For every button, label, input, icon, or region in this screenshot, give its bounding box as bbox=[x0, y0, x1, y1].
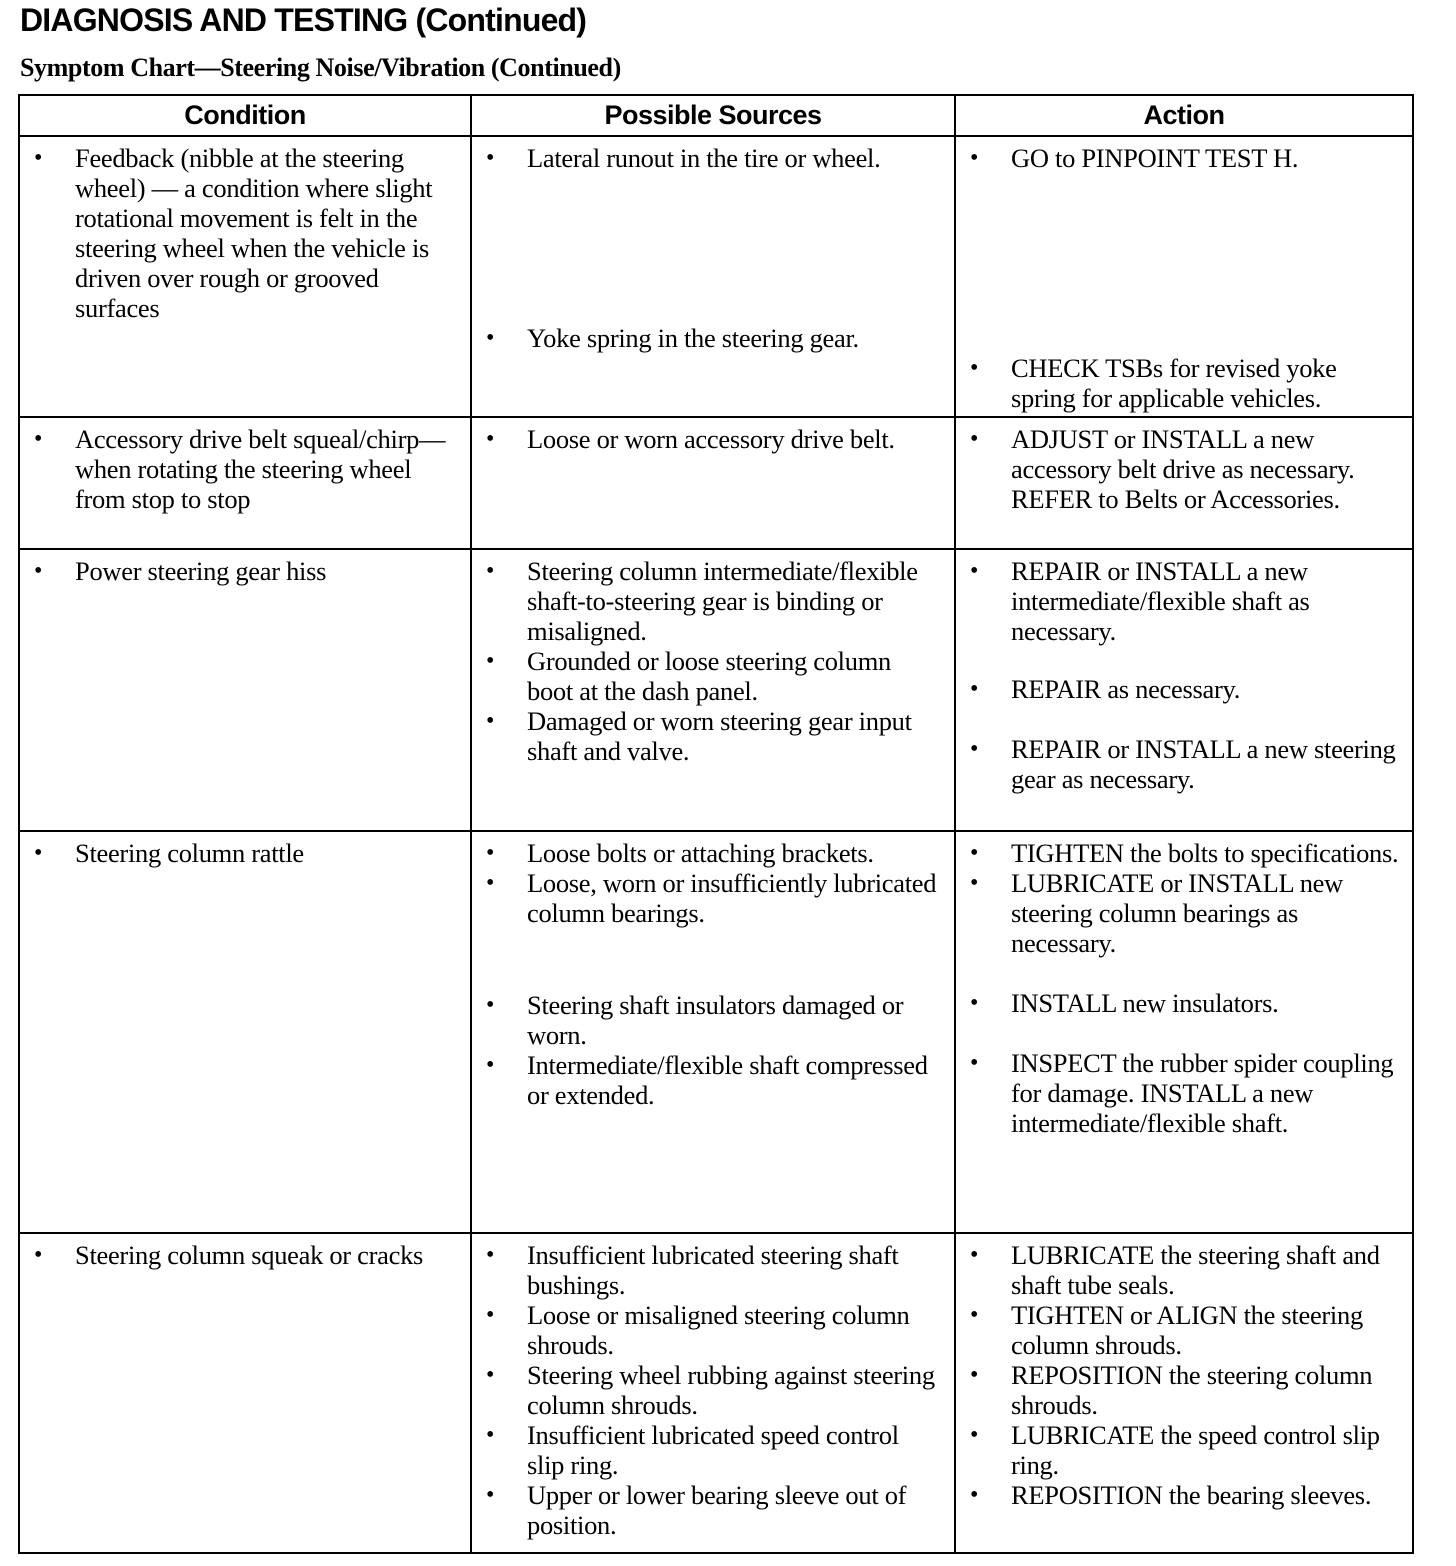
sources-cell bbox=[471, 1233, 955, 1553]
header-row bbox=[19, 95, 1413, 136]
source-item: • Insufficient lubricated speed control slip ring. bbox=[472, 1420, 942, 1480]
action-item: • INSPECT the rubber spider coupling for damage. INSTALL a new intermediate/flexible shaft. bbox=[956, 1048, 1400, 1138]
source-item: • Steering shaft insulators damaged or worn. bbox=[472, 990, 942, 1050]
condition-cell bbox=[19, 417, 471, 549]
action-item: • LUBRICATE the speed control slip ring. bbox=[956, 1420, 1400, 1480]
action-item: • LUBRICATE the steering shaft and shaft tube seals. bbox=[956, 1240, 1400, 1300]
action-item: • REPAIR or INSTALL a new intermediate/flexible shaft as necessary. bbox=[956, 556, 1400, 646]
action-item: • REPOSITION the steering column shrouds. bbox=[956, 1360, 1400, 1420]
sources-cell bbox=[471, 549, 955, 831]
action-item: • REPOSITION the bearing sleeves. bbox=[956, 1480, 1400, 1510]
action-item: • INSTALL new insulators. bbox=[956, 988, 1400, 1018]
actions-cell bbox=[955, 549, 1413, 831]
action-item: • REPAIR as necessary. bbox=[956, 674, 1400, 704]
actions-cell bbox=[955, 1233, 1413, 1553]
source-item: • Yoke spring in the steering gear. bbox=[472, 323, 942, 353]
source-item: • Insufficient lubricated steering shaft bushings. bbox=[472, 1240, 942, 1300]
condition-text: • Feedback (nibble at the steering wheel) — a condition where slight rotational movement is felt in the steering wheel when the vehicle is driven over rough or grooved surfaces bbox=[20, 143, 458, 323]
table-row bbox=[19, 417, 1413, 549]
action-item: • ADJUST or INSTALL a new accessory belt drive as necessary. REFER to Belts or Accessories. bbox=[956, 424, 1400, 514]
condition-text: • Power steering gear hiss bbox=[20, 556, 458, 586]
actions-cell bbox=[955, 417, 1413, 549]
source-item: • Grounded or loose steering column boot at the dash panel. bbox=[472, 646, 942, 706]
condition-cell bbox=[19, 549, 471, 831]
action-item: • REPAIR or INSTALL a new steering gear as necessary. bbox=[956, 734, 1400, 794]
header-possible-sources: Possible Sources bbox=[471, 95, 955, 136]
action-item: • TIGHTEN the bolts to specifications. bbox=[956, 838, 1400, 868]
condition-cell bbox=[19, 1233, 471, 1553]
page-title: DIAGNOSIS AND TESTING (Continued) bbox=[20, 2, 587, 38]
condition-cell bbox=[19, 831, 471, 1233]
source-item: • Lateral runout in the tire or wheel. bbox=[472, 143, 942, 173]
condition-text: • Steering column squeak or cracks bbox=[20, 1240, 458, 1270]
table-row bbox=[19, 831, 1413, 1233]
source-item: • Intermediate/flexible shaft compressed or extended. bbox=[472, 1050, 942, 1110]
source-item: • Steering wheel rubbing against steering column shrouds. bbox=[472, 1360, 942, 1420]
source-item: • Loose or misaligned steering column shrouds. bbox=[472, 1300, 942, 1360]
sources-cell bbox=[471, 417, 955, 549]
condition-text: • Accessory drive belt squeal/chirp—when rotating the steering wheel from stop to stop bbox=[20, 424, 458, 514]
sources-cell bbox=[471, 831, 955, 1233]
header-condition: Condition bbox=[19, 95, 471, 136]
header-action: Action bbox=[955, 95, 1413, 136]
actions-cell bbox=[955, 136, 1413, 417]
action-item: • GO to PINPOINT TEST H. bbox=[956, 143, 1400, 173]
sources-cell bbox=[471, 136, 955, 417]
chart-subtitle: Symptom Chart—Steering Noise/Vibration (Continued) bbox=[20, 53, 621, 82]
actions-cell bbox=[955, 831, 1413, 1233]
condition-text: • Steering column rattle bbox=[20, 838, 458, 868]
source-item: • Loose or worn accessory drive belt. bbox=[472, 424, 942, 454]
source-item: • Steering column intermediate/flexible shaft-to-steering gear is binding or misaligned. bbox=[472, 556, 942, 646]
action-item: • LUBRICATE or INSTALL new steering column bearings as necessary. bbox=[956, 868, 1400, 958]
table-row bbox=[19, 1233, 1413, 1553]
table-row bbox=[19, 136, 1413, 417]
condition-cell bbox=[19, 136, 471, 417]
action-item: • CHECK TSBs for revised yoke spring for applicable vehicles. bbox=[956, 353, 1400, 413]
table-row bbox=[19, 549, 1413, 831]
source-item: • Upper or lower bearing sleeve out of position. bbox=[472, 1480, 942, 1540]
source-item: • Loose bolts or attaching brackets. bbox=[472, 838, 942, 868]
source-item: • Damaged or worn steering gear input shaft and valve. bbox=[472, 706, 942, 766]
source-item: • Loose, worn or insufficiently lubricated column bearings. bbox=[472, 868, 942, 928]
symptom-chart-table bbox=[18, 94, 1414, 1554]
action-item: • TIGHTEN or ALIGN the steering column shrouds. bbox=[956, 1300, 1400, 1360]
